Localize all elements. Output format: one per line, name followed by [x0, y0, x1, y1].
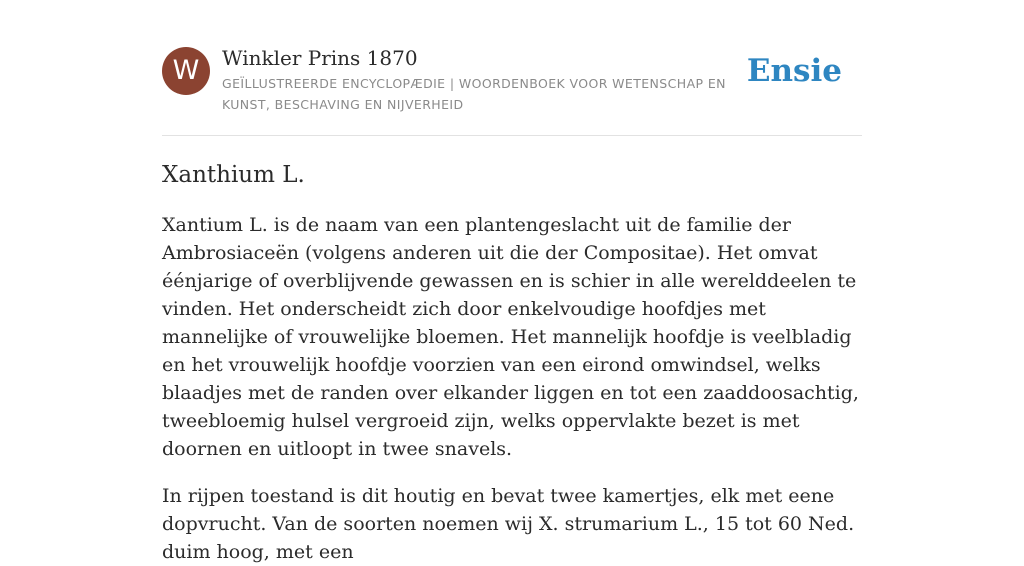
source-avatar[interactable]: W: [162, 47, 210, 95]
article-title: Xanthium L.: [162, 162, 305, 188]
header-divider: [162, 135, 862, 136]
article: [162, 157, 862, 566]
header: [162, 45, 862, 117]
article-paragraph: Xantium L. is de naam van een plantengeslacht uit de familie der Ambrosiaceën (volgens anderen uit die der Compositae). Het omvat éénjarige of overblijvende gewassen en is schier in alle werelddeelen te vinden. Het onderscheidt zich door enkelvoudige hoofdjes met mannelijke of vrouwelijke bloemen. Het mannelijk hoofdje is veelbladig en het vrouwelijk hoofdje voorzien van een eirond omwindsel, welks blaadjes met de randen over elkander liggen en tot een zaaddoosachtig, tweebloemig hulsel vergroeid zijn, welks oppervlakte bezet is met doornen en uitloopt in twee snavels.: [162, 214, 859, 460]
source-title[interactable]: Winkler Prins 1870: [222, 46, 418, 70]
brand-logo[interactable]: Ensie: [746, 53, 842, 89]
source-subtitle: GEÏLLUSTREERDE ENCYCLOPÆDIE | WOORDENBOEK VOOR WETENSCHAP EN KUNST, BESCHAVING EN NIJVERHEID: [222, 76, 726, 112]
article-paragraph: In rijpen toestand is dit houtig en bevat twee kamertjes, elk met eene dopvrucht. Van de soorten noemen wij X. strumarium L., 15 tot 60 Ned. duim hoog, met een: [162, 485, 855, 563]
